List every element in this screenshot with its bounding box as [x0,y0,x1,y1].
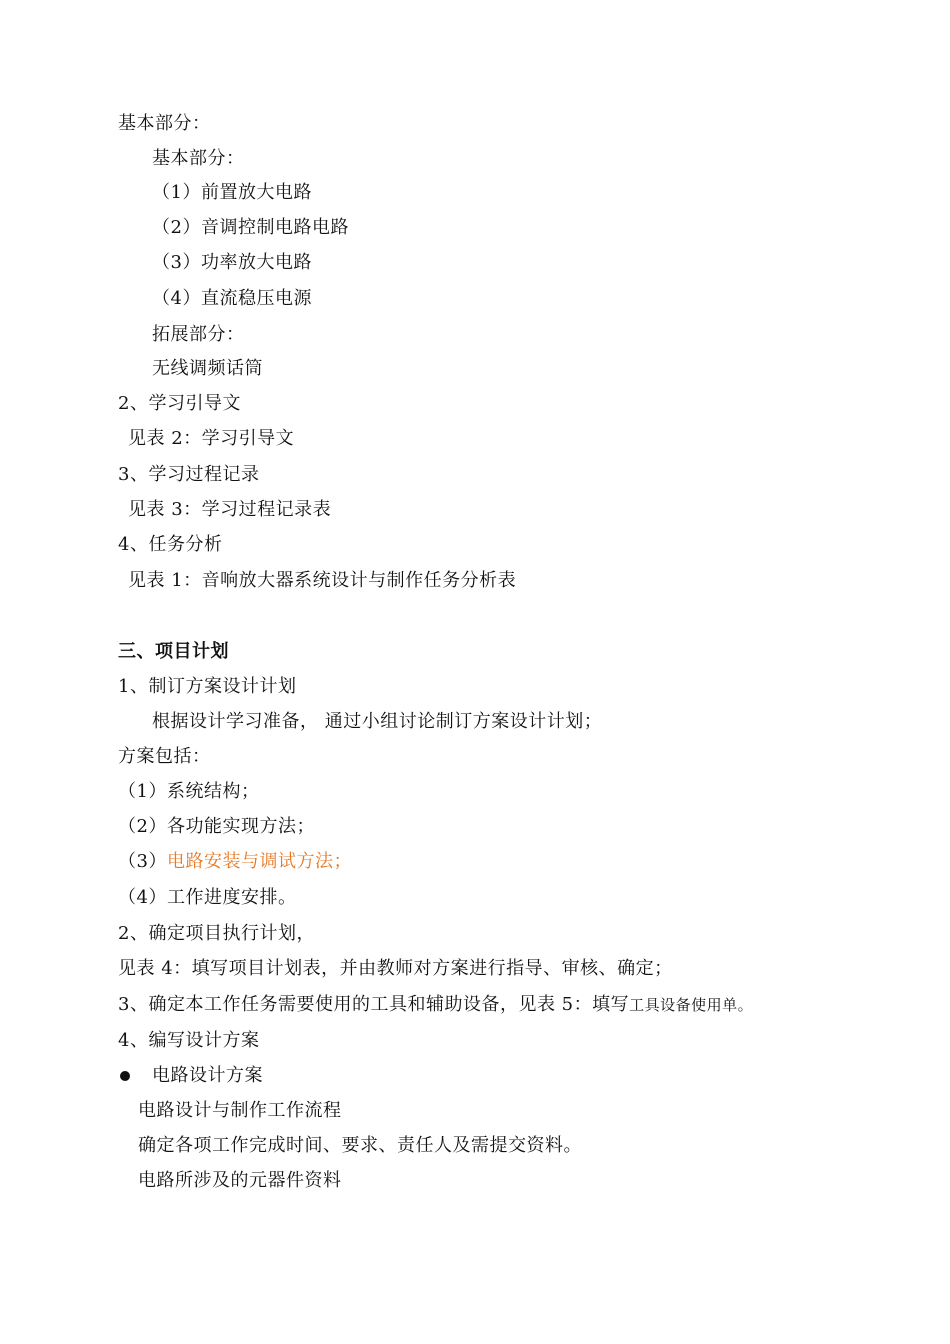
section-task-analysis: 4、任务分析 [118,534,223,555]
list-item-schedule: （4）工作进度安排。 [118,887,297,908]
plan-includes-label: 方案包括： [118,746,211,767]
bullet-icon [120,1071,130,1081]
list-item-power-amp: （3）功率放大电路 [152,252,312,273]
design-plan-paragraph: 根据设计学习准备， 通过小组讨论制订方案设计计划； [152,711,603,732]
highlighted-text: 电路安装与调试方法； [166,851,352,872]
extension-part-heading: 拓展部分： [152,324,245,345]
list-item-function-methods: （2）各功能实现方法； [118,816,315,837]
basic-part-heading: 基本部分： [118,113,211,134]
list-item-dc-supply: （4）直流稳压电源 [152,288,312,309]
subsection-write-design: 4、编写设计方案 [118,1030,260,1051]
basic-part-subheading: 基本部分： [152,148,245,169]
list-item-system-structure: （1）系统结构； [118,781,260,802]
table-ref-4: 见表 4：填写项目计划表，并由教师对方案进行指导、审核、确定； [118,958,673,979]
table-ref-3: 见表 3：学习过程记录表 [128,499,332,520]
tools-equipment-form: 工具设备使用单。 [629,996,754,1014]
list-item-install-debug [118,850,352,874]
subsection-tools-equipment [118,993,753,1017]
workflow-item: 电路设计与制作工作流程 [138,1100,342,1121]
table-ref-1: 见表 1：音响放大器系统设计与制作任务分析表 [128,570,517,591]
section-learning-guide: 2、学习引导文 [118,393,241,414]
section-learning-record: 3、学习过程记录 [118,464,260,485]
section-title-project-plan: 三、项目计划 [118,641,229,662]
component-data-item: 电路所涉及的元器件资料 [138,1170,342,1191]
bullet-item-circuit-design: 电路设计方案 [152,1065,263,1086]
list-item-preamp: （1）前置放大电路 [152,182,312,203]
tools-equipment-text: 3、确定本工作任务需要使用的工具和辅助设备，见表 5：填写 [118,994,630,1015]
schedule-requirements-item: 确定各项工作完成时间、要求、责任人及需提交资料。 [138,1135,582,1156]
table-ref-2: 见表 2：学习引导文 [128,428,295,449]
list-item-number: （3） [118,851,167,872]
subsection-design-plan: 1、制订方案设计计划 [118,676,297,697]
subsection-execution-plan: 2、确定项目执行计划， [118,923,315,944]
wireless-microphone-item: 无线调频话筒 [152,358,263,379]
list-item-tone-control: （2）音调控制电路电路 [152,217,349,238]
